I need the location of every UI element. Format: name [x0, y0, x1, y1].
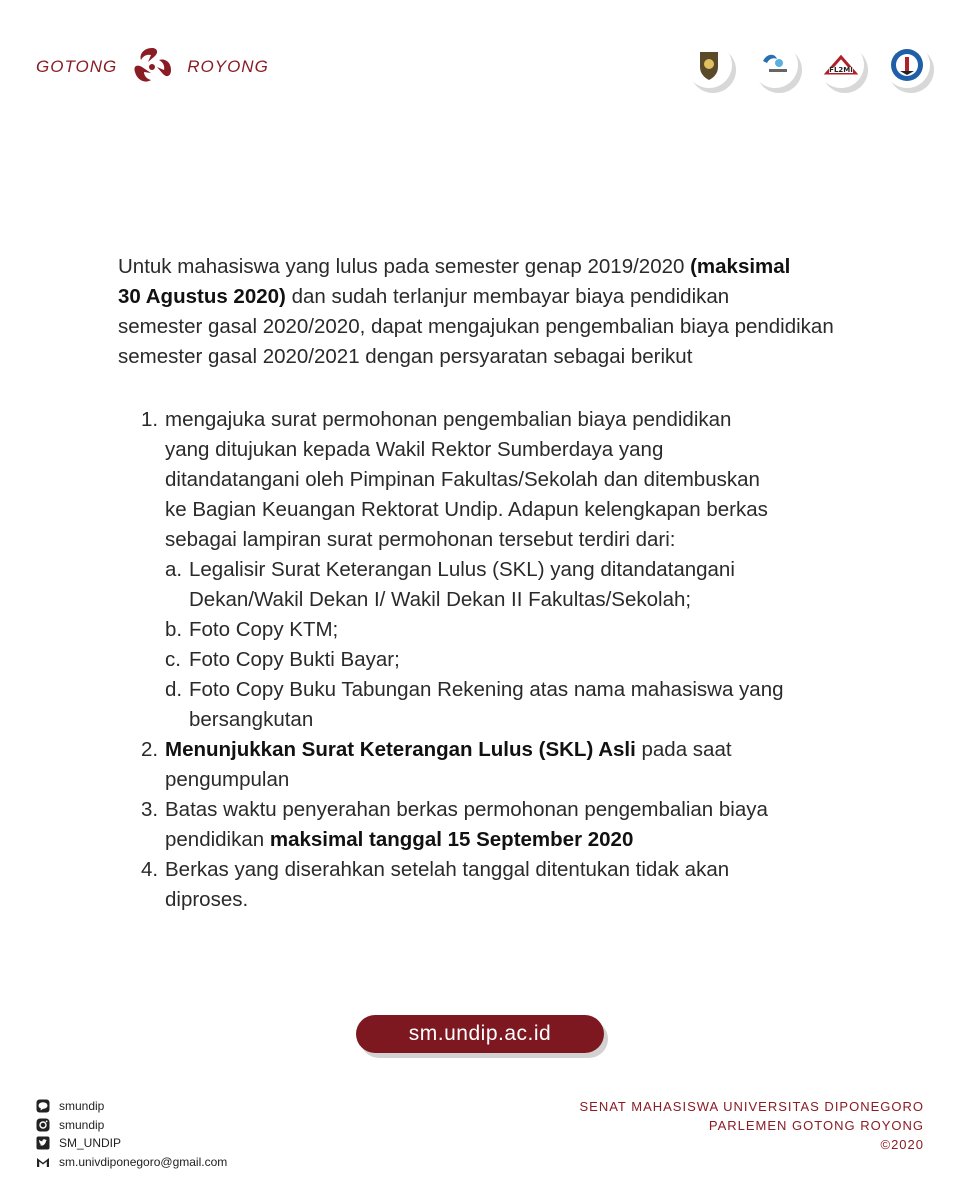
attachment-line: Dekan/Wakil Dekan I/ Wakil Dekan II Fakultas/Sekolah; — [189, 588, 692, 611]
intro-text: Untuk mahasiswa yang lulus pada semester genap 2019/2020 — [118, 255, 691, 278]
attachment-item — [165, 675, 908, 735]
attachment-line: Legalisir Surat Keterangan Lulus (SKL) yang ditandatangani — [189, 558, 735, 581]
intro-line — [118, 252, 908, 282]
instagram-icon — [36, 1118, 50, 1132]
social-handle: smundip — [59, 1117, 105, 1132]
intro-line — [118, 282, 908, 312]
attachment-line: Foto Copy Buku Tabungan Rekening atas nama mahasiswa yang — [189, 678, 784, 701]
org-name: SENAT MAHASISWA UNIVERSITAS DIPONEGORO — [579, 1099, 924, 1114]
requirements-list — [118, 405, 908, 915]
requirement-text: pada saat — [635, 738, 732, 761]
brand-header — [36, 42, 269, 92]
requirement-line: ditandatangani oleh Pimpinan Fakultas/Sekolah dan ditembuskan — [165, 468, 760, 491]
senat-emblem-icon — [884, 42, 930, 88]
undip-crest-icon — [686, 42, 732, 88]
requirement-bold-text: maksimal tanggal 15 September 2020 — [269, 828, 634, 851]
item-letter: c. — [165, 648, 181, 671]
partner-logos — [686, 42, 930, 88]
item-number: 4. — [141, 858, 159, 881]
requirement-bold-text: Menunjukkan Surat Keterangan Lulus (SKL) Asli — [165, 738, 636, 761]
attachment-item — [165, 645, 908, 675]
intro-text: dan sudah terlanjur membayar biaya pendidikan — [285, 285, 730, 308]
social-row-line[interactable] — [36, 1097, 227, 1116]
attachment-line: bersangkutan — [189, 708, 314, 731]
requirement-item — [118, 795, 908, 855]
item-number: 2. — [141, 738, 159, 761]
undip-blue-logo-icon — [752, 42, 798, 88]
requirement-line: yang ditujukan kepada Wakil Rektor Sumberdaya yang — [165, 438, 664, 461]
intro-paragraph — [118, 252, 908, 372]
social-contacts — [36, 1097, 227, 1171]
line-icon — [36, 1099, 50, 1113]
copyright-text: ©2020 — [880, 1137, 924, 1152]
social-row-instagram[interactable] — [36, 1116, 227, 1135]
attachment-item — [165, 555, 908, 615]
item-number: 1. — [141, 408, 159, 431]
requirement-line — [165, 735, 908, 765]
requirement-line: sebagai lampiran surat permohonan tersebut terdiri dari: — [165, 528, 676, 551]
intro-bold-text: (maksimal — [690, 255, 791, 278]
item-number: 3. — [141, 798, 159, 821]
intro-line: semester gasal 2020/2021 dengan persyaratan sebagai berikut — [118, 345, 693, 368]
social-handle: sm.univdiponegoro@gmail.com — [59, 1154, 228, 1169]
intro-bold-text: 30 Agustus 2020) — [118, 285, 286, 308]
social-row-email[interactable] — [36, 1153, 227, 1172]
requirement-line: ke Bagian Keuangan Rektorat Undip. Adapun kelengkapan berkas — [165, 498, 768, 521]
svg-text:FL2MI: FL2MI — [829, 66, 853, 74]
attachment-line: Foto Copy KTM; — [189, 618, 339, 641]
attachment-list — [165, 555, 908, 735]
requirement-item — [118, 735, 908, 795]
attachment-line: Foto Copy Bukti Bayar; — [189, 648, 400, 671]
requirement-line: pengumpulan — [165, 768, 290, 791]
brand-word-left: GOTONG — [36, 57, 118, 76]
twitter-icon — [36, 1136, 50, 1150]
item-letter: d. — [165, 678, 183, 701]
requirement-line: Batas waktu penyerahan berkas permohonan pengembalian biaya — [165, 798, 768, 821]
announcement-body — [118, 252, 908, 915]
gotong-royong-logo-icon — [127, 42, 177, 92]
social-handle: SM_UNDIP — [59, 1136, 122, 1151]
requirement-text: pendidikan — [165, 828, 270, 851]
social-handle: smundip — [59, 1099, 105, 1114]
requirement-line: Berkas yang diserahkan setelah tanggal ditentukan tidak akan — [165, 858, 730, 881]
mail-icon — [36, 1155, 50, 1169]
attachment-item — [165, 615, 908, 645]
brand-word-right: ROYONG — [187, 57, 269, 76]
requirement-item — [118, 405, 908, 735]
website-link[interactable]: sm.undip.ac.id — [356, 1015, 604, 1053]
fl2mi-logo-icon — [818, 42, 864, 88]
org-subtitle: PARLEMEN GOTONG ROYONG — [708, 1118, 924, 1133]
item-letter: b. — [165, 618, 183, 641]
social-row-twitter[interactable] — [36, 1134, 227, 1153]
requirement-item — [118, 855, 908, 915]
requirement-line: diproses. — [165, 888, 249, 911]
item-letter: a. — [165, 558, 183, 581]
organization-credit — [579, 1097, 924, 1154]
intro-line: semester gasal 2020/2020, dapat mengajukan pengembalian biaya pendidikan — [118, 315, 834, 338]
requirement-line: mengajuka surat permohonan pengembalian biaya pendidikan — [165, 408, 732, 431]
requirement-line — [165, 825, 908, 855]
